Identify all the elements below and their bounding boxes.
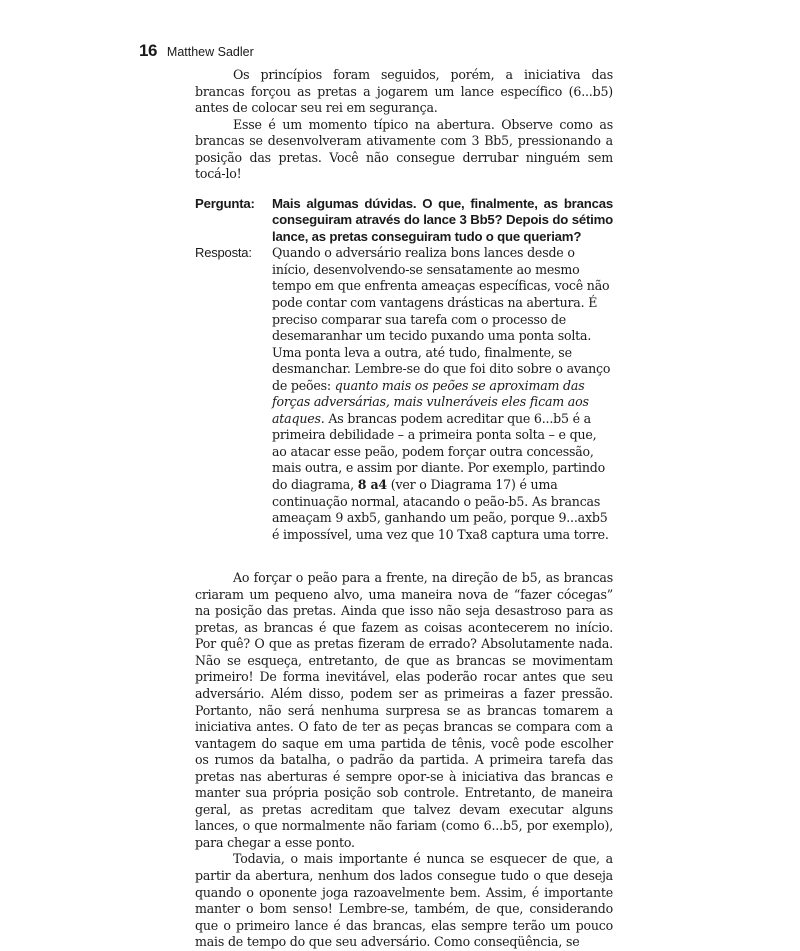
- paragraph: Todavia, o mais importante é nunca se esquecer de que, a partir da abertura, nenhum dos lados consegue tudo o que deseja quando o oponente joga razoavelmente bem. Assim, é importante manter o bom senso! Lembre-se, também, de que, considerando que o primeiro lance é das brancas, elas sempre terão um pouco mais de tempo do que seu adversário. Como conseqüência, se: [195, 851, 613, 950]
- paragraph: Esse é um momento típico na abertura. Observe como as brancas se desenvolveram ativamente com 3 Bb5, pressionando a posição das pretas. Você não consegue derrubar ninguém sem tocá-lo!: [195, 116, 613, 182]
- answer-text: [272, 245, 613, 543]
- question-row: [195, 196, 613, 246]
- page-body: [195, 67, 613, 951]
- chess-move: 8 a4: [357, 476, 387, 492]
- paragraph: Os princípios foram seguidos, porém, a iniciativa das brancas forçou as pretas a jogarem um lance específico (6...b5) antes de colocar seu rei em segurança.: [195, 67, 613, 116]
- question-text: Mais algumas dúvidas. O que, finalmente, as brancas conseguiram através do lance 3 Bb5? Depois do sétimo lance, as pretas conseguiram tudo o que queriam?: [272, 195, 613, 244]
- answer-row: [195, 245, 613, 543]
- question-answer-block: [195, 196, 613, 543]
- paragraph: Ao forçar o peão para a frente, na direção de b5, as brancas criaram um pequeno alvo, uma maneira nova de “fazer cócegas” na posição das pretas. Ainda que isso não seja desastroso para as pretas, as brancas é que fazem as coisas acontecerem no início. Por quê? O que as pretas fizeram de errado? Absolutamente nada. Não se esqueça, entretanto, de que as brancas se movimentam primeiro! De forma inevitável, elas poderão rocar antes que seu adversário. Além disso, podem ser as primeiras a fazer pressão. Portanto, não será nenhuma surpresa se as brancas tomarem a iniciativa antes. O fato de ter as peças brancas se compara com a vantagem do saque em uma partida de tênis, você pode escolher os rumos da batalha, o padrão da partida. A primeira tarefa das pretas nas aberturas é sempre opor-se à iniciativa das brancas e manter sua própria posição sob controle. Entretanto, de maneira geral, as pretas acreditam que talvez devam executar alguns lances, o que normalmente não fariam (como 6...b5, por exemplo), para chegar a esse ponto.: [195, 570, 613, 850]
- running-header: [139, 41, 254, 61]
- answer-text-part: (ver o Diagrama 17) é uma continuação normal, atacando o peão-b5. As brancas ameaçam 9 axb5, ganhando um peão, porque 9...axb5 é impossível, uma vez que 10 Txa8 captura uma torre.: [272, 476, 609, 542]
- author-name: Matthew Sadler: [166, 45, 254, 59]
- answer-italic-text: quanto mais os peões se aproximam das forças adversárias, mais vulneráveis eles ficam aos ataques.: [272, 377, 589, 426]
- body-section: [195, 570, 613, 951]
- answer-text-part: Quando o adversário realiza bons lances desde o início, desenvolvendo-se sensatamente ao mesmo tempo em que enfrenta ameaças específicas, você não pode contar com vantagens drásticas na abertura. É preciso comparar sua tarefa com o processo de desemaranhar um tecido puxando uma ponta solta. Uma ponta leva a outra, até tudo, finalmente, se desmanchar. Lembre-se do que foi dito sobre o avanço de peões:: [272, 245, 611, 393]
- answer-label: Resposta:: [195, 245, 252, 261]
- question-label: Pergunta:: [195, 195, 255, 211]
- page-number: 16: [139, 41, 157, 60]
- answer-text-part: As brancas podem acreditar que 6...b5 é a primeira debilidade – a primeira ponta solta – e que, ao atacar esse peão, podem forçar outra concessão, mais outra, e assim por diante. Por exemplo, partindo do diagrama,: [272, 410, 606, 492]
